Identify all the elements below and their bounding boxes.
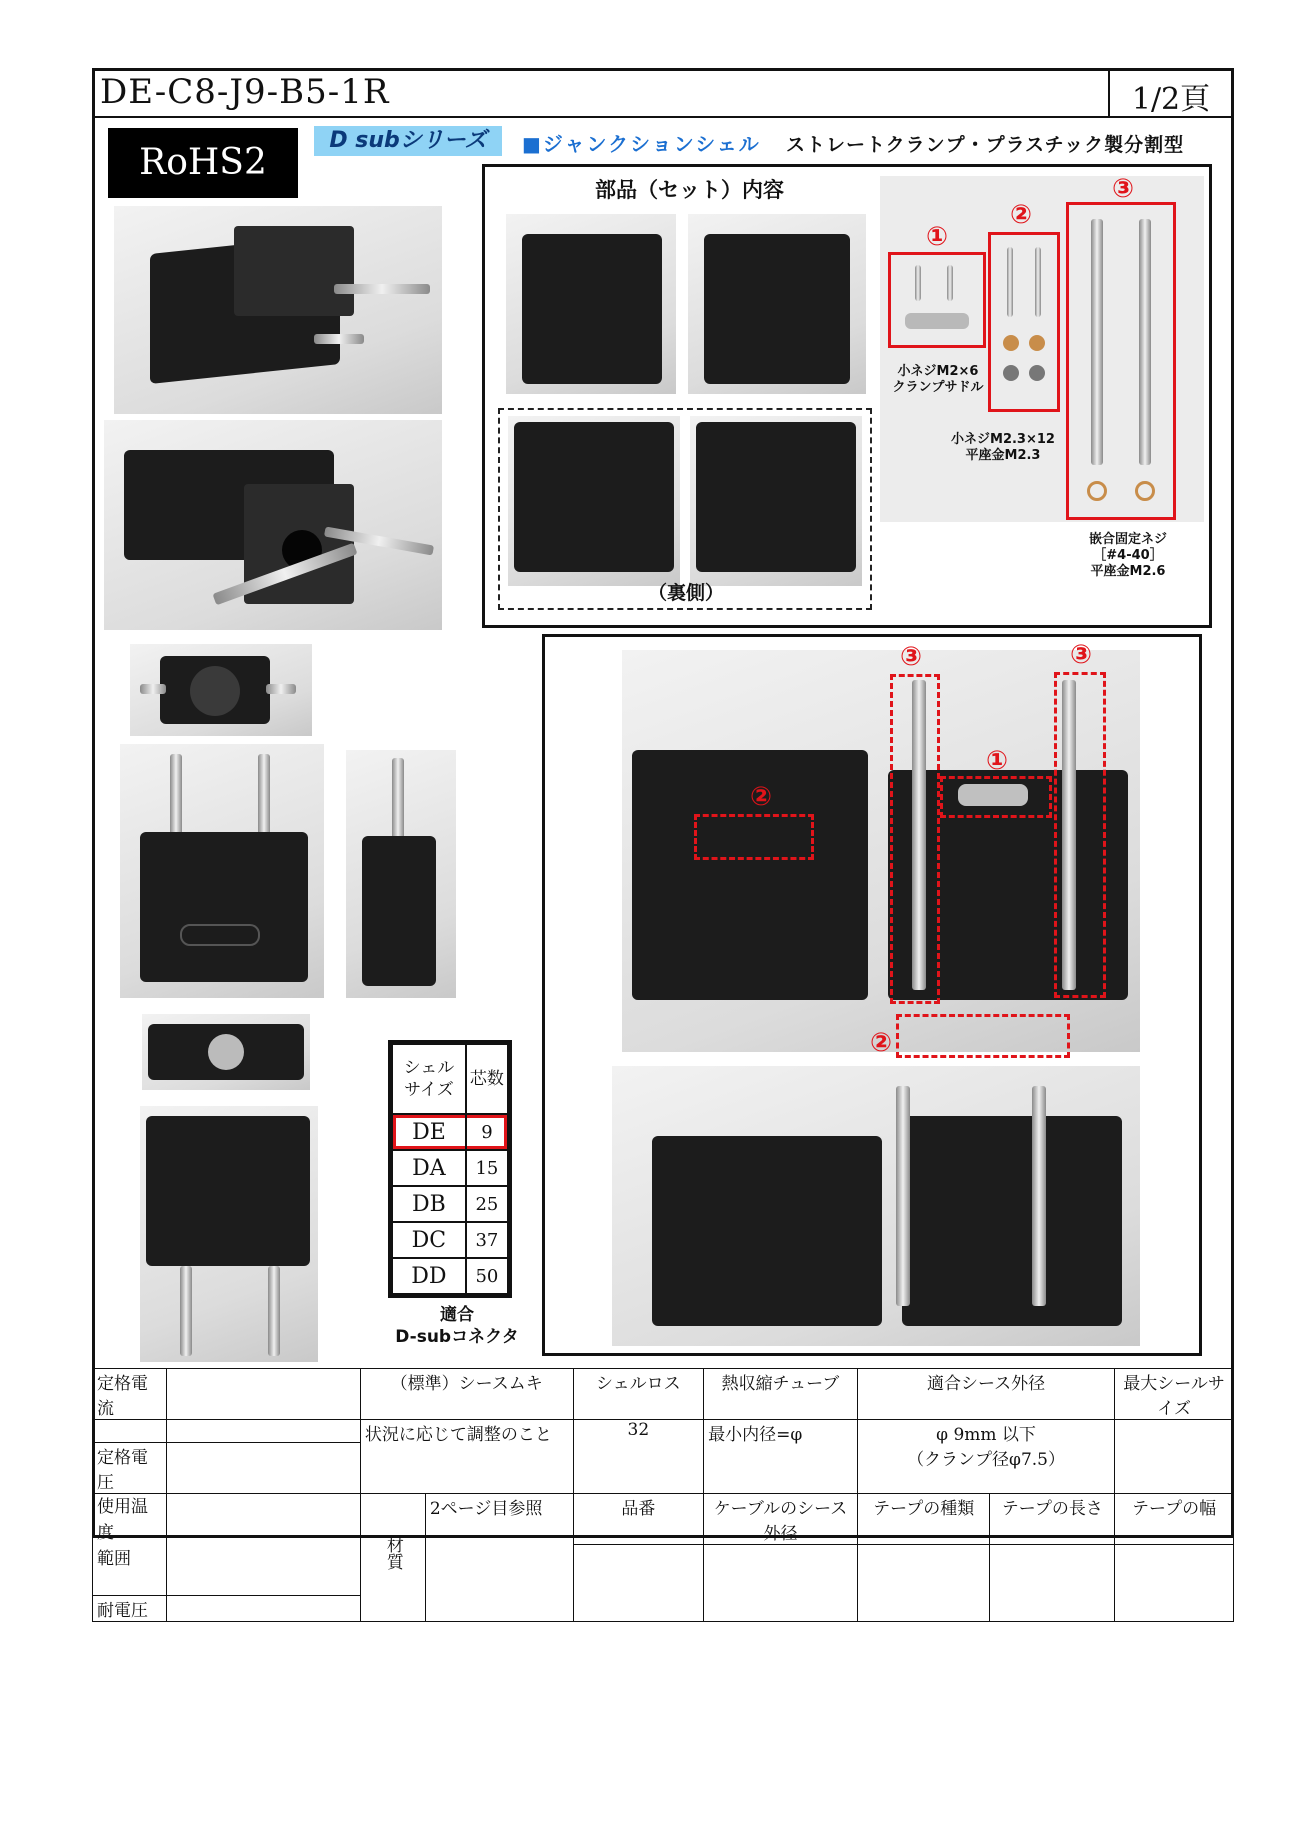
- shell-back-photo-left: [508, 416, 680, 586]
- shell-loss-value: 32: [573, 1420, 704, 1494]
- item3-number: ③: [1112, 174, 1135, 204]
- shell-size-grid: [391, 1043, 509, 1295]
- shell-size-row: [392, 1150, 508, 1186]
- product-photo-top-view: [142, 1014, 310, 1090]
- tape-type-head: テープの種類: [857, 1494, 990, 1545]
- item2-caption-washer: 平座金M2.3: [965, 448, 1041, 463]
- tape-width-head: テープの幅: [1115, 1494, 1234, 1545]
- assembly-label-1: ①: [986, 746, 1009, 776]
- material-label-text: 材質: [382, 1536, 403, 1570]
- product-photo-end: [130, 644, 312, 736]
- product-photo-top: [114, 206, 442, 414]
- shell-size-cell: DB: [392, 1186, 466, 1222]
- item3-caption-screw: 嵌合固定ネジ: [1088, 532, 1167, 547]
- item3-caption-thread: ［#4-40］: [1093, 548, 1163, 563]
- assembly-photo-assembled: [612, 1066, 1140, 1346]
- pin-count-cell: 9: [466, 1114, 508, 1150]
- shell-half-photo-left: [506, 214, 676, 394]
- rated-voltage-label: 定格電圧: [93, 1443, 167, 1494]
- withstand-voltage-label: 耐電圧: [93, 1596, 167, 1622]
- shell-size-row: [392, 1222, 508, 1258]
- item2-number: ②: [1010, 200, 1033, 230]
- item3-caption-washer: 平座金M2.6: [1090, 564, 1166, 579]
- item3-highlight: [1066, 202, 1176, 520]
- tape-length-head: テープの長さ: [990, 1494, 1115, 1545]
- back-side-label: （裏側）: [648, 582, 725, 604]
- shell-size-row: [392, 1114, 508, 1150]
- part-number: DE-C8-J9-B5-1R: [100, 72, 390, 112]
- product-photo-front: [120, 744, 324, 998]
- shell-size-table: [388, 1040, 512, 1298]
- sizes-caption-fit: 適合: [440, 1305, 474, 1325]
- sizes-caption-connector: D-subコネクタ: [395, 1327, 519, 1347]
- pin-count-cell: 25: [466, 1186, 508, 1222]
- item3-caption: [1058, 532, 1198, 580]
- assembly-highlight-2a: [694, 814, 814, 860]
- item1-highlight: [888, 252, 986, 348]
- shell-size-cell: DA: [392, 1150, 466, 1186]
- temp-range-label: [93, 1494, 167, 1596]
- page-number: 1/2頁: [1131, 82, 1211, 117]
- product-photo-side: [346, 750, 456, 998]
- item1-caption-saddle: クランプサドル: [892, 380, 984, 395]
- shell-size-header: シェル サイズ: [392, 1044, 466, 1114]
- material-ref: 2ページ目参照: [425, 1494, 573, 1622]
- shell-size-row: [392, 1186, 508, 1222]
- shell-back-photo-right: [690, 416, 862, 586]
- sheath-od-value: [857, 1420, 1114, 1494]
- sheath-od-clamp: （クランプ径φ7.5）: [907, 1450, 1066, 1470]
- assembly-label-3a: ③: [900, 642, 923, 672]
- spec-table: [92, 1368, 1234, 1622]
- cable-sheath-head: ケーブルのシース外径: [704, 1494, 858, 1545]
- item2-highlight: [988, 232, 1060, 412]
- sheath-od-head: 適合シース外径: [857, 1369, 1114, 1420]
- part-no-head: 品番: [573, 1494, 704, 1545]
- sheath-od-max: φ 9mm 以下: [936, 1425, 1036, 1445]
- pin-count-cell: 37: [466, 1222, 508, 1258]
- temp-range-label-b: 範囲: [97, 1549, 131, 1569]
- assembly-highlight-3a: [890, 674, 940, 1004]
- shell-type: ■ジャンクションシェル: [522, 132, 761, 156]
- shell-size-row: [392, 1258, 508, 1294]
- item1-caption-screw: 小ネジM2×6: [897, 364, 979, 379]
- rohs-badge: RoHS2: [108, 128, 298, 198]
- shell-loss-head: シェルロス: [573, 1369, 704, 1420]
- item1-number: ①: [926, 222, 949, 252]
- shell-half-photo-right: [688, 214, 866, 394]
- assembly-highlight-2b: [896, 1014, 1070, 1058]
- shell-size-cell: DD: [392, 1258, 466, 1294]
- assembly-label-3b: ③: [1070, 640, 1093, 670]
- item1-caption: [872, 364, 1004, 396]
- item2-caption: [928, 432, 1078, 464]
- shell-size-cell: DE: [392, 1114, 466, 1150]
- pin-count-cell: 50: [466, 1258, 508, 1294]
- heat-shrink-head: 熱収縮チューブ: [704, 1369, 858, 1420]
- strip-head: （標準）シースムキ: [360, 1369, 573, 1420]
- product-photo-bottom: [140, 1106, 318, 1362]
- assembly-highlight-3b: [1054, 672, 1106, 998]
- pin-count-cell: 15: [466, 1150, 508, 1186]
- material-label: [360, 1494, 425, 1622]
- product-photo-angle: [104, 420, 442, 630]
- temp-range-label-a: 使用温度: [97, 1497, 148, 1543]
- assembly-label-2a: ②: [750, 782, 773, 812]
- heat-shrink-value: 最小内径=φ: [704, 1420, 858, 1494]
- assembly-highlight-1: [940, 776, 1052, 818]
- max-seal-head: 最大シールサイズ: [1115, 1369, 1234, 1420]
- parts-title: 部品（セット）内容: [595, 178, 784, 202]
- sizes-caption: [392, 1304, 522, 1348]
- product-description: ストレートクランプ・プラスチック製分割型: [786, 134, 1185, 156]
- item2-caption-screw: 小ネジM2.3×12: [951, 432, 1055, 447]
- series-label: D subシリーズ: [314, 126, 502, 156]
- strip-value: 状況に応じて調整のこと: [360, 1420, 573, 1494]
- pin-count-header: 芯数: [466, 1044, 508, 1114]
- rated-current-label: 定格電流: [93, 1369, 167, 1420]
- assembly-label-2b: ②: [870, 1028, 893, 1058]
- shell-size-cell: DC: [392, 1222, 466, 1258]
